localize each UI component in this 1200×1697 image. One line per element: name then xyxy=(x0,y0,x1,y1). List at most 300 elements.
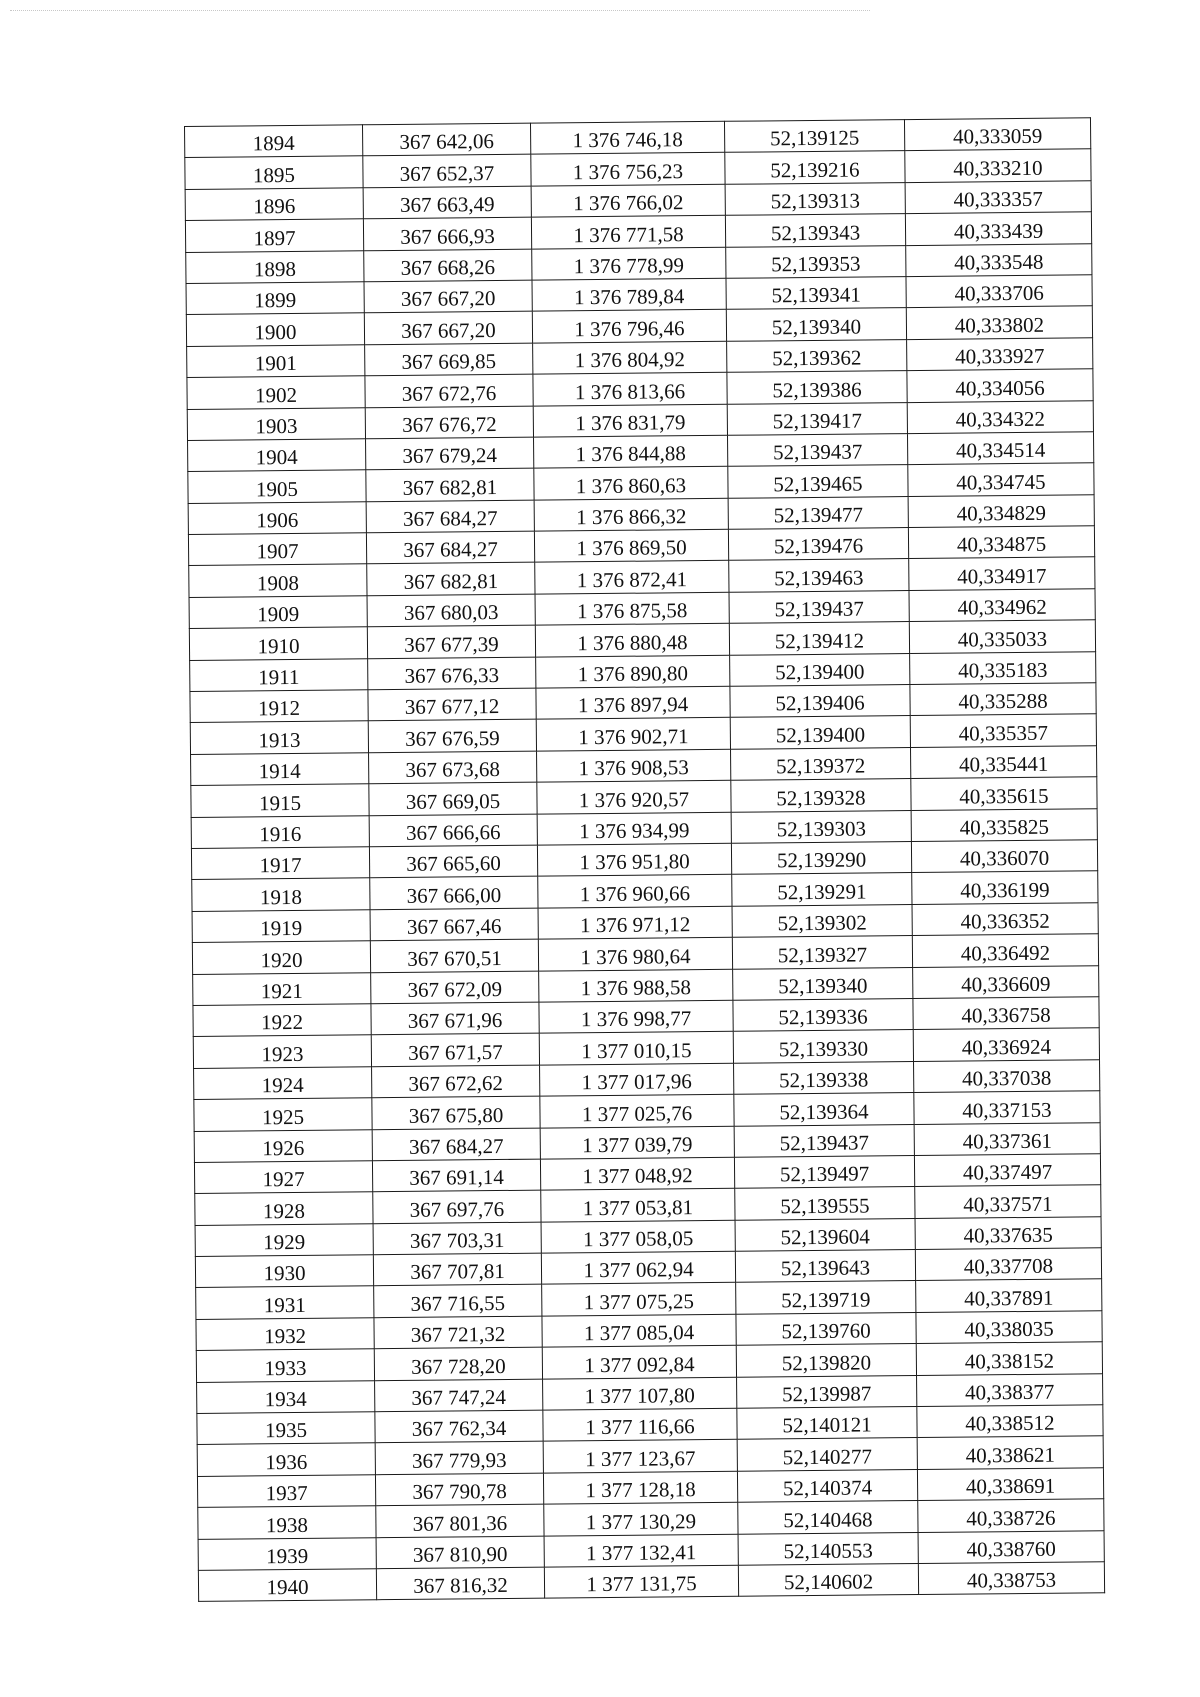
latitude-cell xyxy=(727,371,907,404)
y-coordinate: 1 377 017,96 xyxy=(581,1069,692,1095)
point-number-cell xyxy=(191,784,369,817)
latitude: 52,139476 xyxy=(773,533,864,559)
x-coordinate: 367 762,34 xyxy=(411,1416,507,1442)
y-coordinate: 1 376 796,46 xyxy=(574,315,685,341)
y-coordinate: 1 376 860,63 xyxy=(575,472,687,498)
longitude-cell xyxy=(916,1342,1102,1375)
x-coordinate-cell xyxy=(374,1285,542,1318)
longitude-cell xyxy=(913,1028,1099,1061)
longitude: 40,334322 xyxy=(955,406,1046,432)
y-coordinate: 1 377 085,04 xyxy=(583,1320,695,1346)
y-coordinate: 1 376 756,23 xyxy=(572,158,684,185)
longitude: 40,337153 xyxy=(962,1097,1052,1123)
y-coordinate-cell xyxy=(536,718,730,751)
y-coordinate: 1 377 132,41 xyxy=(585,1540,697,1566)
latitude-cell xyxy=(735,1187,915,1220)
point-number-cell xyxy=(185,156,363,189)
longitude: 40,334514 xyxy=(955,438,1046,463)
y-coordinate: 1 376 971,12 xyxy=(579,912,691,938)
longitude-cell xyxy=(906,275,1092,308)
point-number-cell xyxy=(190,658,368,691)
point-number: 1923 xyxy=(261,1041,304,1067)
x-coordinate: 367 684,27 xyxy=(408,1133,504,1159)
y-coordinate-cell xyxy=(532,310,726,343)
y-coordinate: 1 377 075,25 xyxy=(583,1289,695,1315)
x-coordinate: 367 669,05 xyxy=(405,788,501,814)
point-number: 1935 xyxy=(264,1418,308,1443)
latitude: 52,139328 xyxy=(776,785,866,810)
longitude: 40,334962 xyxy=(957,594,1047,620)
point-number-cell xyxy=(191,815,369,848)
longitude-cell xyxy=(913,965,1099,998)
x-coordinate: 367 677,12 xyxy=(404,694,500,720)
longitude-cell xyxy=(912,903,1098,936)
x-coordinate: 367 666,66 xyxy=(405,819,501,845)
point-number-cell xyxy=(195,1192,373,1225)
point-number-cell xyxy=(185,125,363,158)
y-coordinate-cell xyxy=(541,1220,735,1253)
y-coordinate: 1 376 778,99 xyxy=(573,253,685,279)
x-coordinate-cell xyxy=(366,437,534,470)
longitude: 40,333059 xyxy=(952,124,1043,150)
x-coordinate: 367 667,20 xyxy=(401,317,496,343)
latitude: 52,139719 xyxy=(781,1287,871,1313)
latitude: 52,139330 xyxy=(778,1036,869,1062)
latitude-cell xyxy=(736,1344,916,1377)
x-coordinate: 367 666,93 xyxy=(400,223,495,249)
longitude: 40,336492 xyxy=(960,940,1051,966)
latitude-cell xyxy=(725,214,905,247)
point-number-cell xyxy=(198,1537,376,1570)
y-coordinate-cell xyxy=(531,184,725,217)
latitude: 52,139555 xyxy=(780,1193,870,1218)
x-coordinate: 367 677,39 xyxy=(404,631,499,657)
latitude: 52,139386 xyxy=(772,377,862,402)
longitude-cell xyxy=(907,432,1093,465)
longitude-cell xyxy=(904,118,1090,151)
point-number-cell xyxy=(189,596,367,629)
longitude: 40,336352 xyxy=(960,908,1050,934)
longitude: 40,338753 xyxy=(966,1568,1057,1593)
x-coordinate-cell xyxy=(375,1473,543,1506)
x-coordinate-cell xyxy=(370,877,538,910)
latitude-cell xyxy=(724,120,904,153)
x-coordinate-cell xyxy=(364,312,532,345)
x-coordinate: 367 671,96 xyxy=(407,1008,503,1034)
latitude: 52,139437 xyxy=(779,1130,870,1156)
latitude: 52,140374 xyxy=(782,1475,873,1501)
longitude: 40,334056 xyxy=(955,375,1045,401)
longitude: 40,336609 xyxy=(961,971,1051,997)
coordinates-table-body xyxy=(185,118,1105,1602)
longitude-cell xyxy=(911,808,1097,841)
point-number: 1910 xyxy=(257,633,300,658)
x-coordinate: 367 671,57 xyxy=(408,1039,503,1065)
longitude: 40,336924 xyxy=(961,1034,1052,1060)
y-coordinate-cell xyxy=(542,1314,736,1347)
latitude: 52,139604 xyxy=(780,1224,870,1250)
latitude: 52,139412 xyxy=(774,628,865,653)
latitude: 52,139302 xyxy=(777,910,867,936)
point-number: 1933 xyxy=(264,1355,307,1380)
longitude: 40,337571 xyxy=(963,1191,1053,1217)
x-coordinate: 367 652,37 xyxy=(399,160,495,186)
latitude-cell xyxy=(738,1532,918,1565)
latitude-cell xyxy=(738,1501,918,1534)
point-number-cell xyxy=(188,439,366,472)
point-number: 1938 xyxy=(265,1512,309,1537)
x-coordinate-cell xyxy=(373,1190,541,1223)
latitude: 52,139340 xyxy=(778,973,868,999)
latitude: 52,139353 xyxy=(771,251,861,277)
point-number-cell xyxy=(186,250,364,283)
latitude-cell xyxy=(727,433,907,466)
y-coordinate: 1 376 890,80 xyxy=(577,661,689,687)
x-coordinate: 367 716,55 xyxy=(410,1290,506,1316)
longitude-cell xyxy=(905,149,1091,182)
latitude: 52,140553 xyxy=(783,1538,873,1564)
y-coordinate: 1 377 107,80 xyxy=(584,1383,695,1409)
latitude: 52,139477 xyxy=(773,502,864,528)
y-coordinate: 1 376 866,32 xyxy=(576,504,687,530)
x-coordinate-cell xyxy=(376,1536,544,1569)
x-coordinate-cell xyxy=(372,1096,540,1129)
point-number: 1904 xyxy=(255,445,298,470)
latitude-cell xyxy=(738,1563,918,1596)
y-coordinate: 1 376 951,80 xyxy=(579,849,690,875)
x-coordinate-cell xyxy=(375,1379,543,1412)
longitude: 40,338621 xyxy=(965,1442,1056,1468)
point-number: 1912 xyxy=(257,696,301,721)
y-coordinate: 1 376 804,92 xyxy=(574,347,686,373)
longitude-cell xyxy=(918,1499,1104,1532)
x-coordinate-cell xyxy=(365,374,533,407)
y-coordinate-cell xyxy=(538,906,732,939)
y-coordinate: 1 376 872,41 xyxy=(576,567,688,593)
latitude-cell xyxy=(725,151,905,184)
y-coordinate: 1 376 998,77 xyxy=(580,1006,692,1032)
y-coordinate-cell xyxy=(542,1283,736,1316)
point-number-cell xyxy=(198,1569,376,1602)
point-number-cell xyxy=(188,470,366,503)
latitude-cell xyxy=(727,402,907,435)
x-coordinate: 367 666,00 xyxy=(406,882,502,908)
point-number: 1926 xyxy=(262,1135,305,1161)
latitude: 52,139406 xyxy=(775,690,865,716)
point-number: 1914 xyxy=(258,759,301,784)
longitude: 40,333210 xyxy=(953,155,1043,181)
point-number-cell xyxy=(189,627,367,660)
longitude: 40,335825 xyxy=(959,814,1050,840)
point-number: 1927 xyxy=(262,1167,305,1192)
y-coordinate: 1 376 789,84 xyxy=(573,284,685,310)
latitude-cell xyxy=(735,1218,915,1251)
y-coordinate-cell xyxy=(535,592,729,625)
point-number-cell xyxy=(185,188,363,221)
x-coordinate-cell xyxy=(370,939,538,972)
point-number: 1924 xyxy=(261,1073,304,1098)
x-coordinate-cell xyxy=(368,657,536,690)
x-coordinate-cell xyxy=(376,1504,544,1537)
latitude-cell xyxy=(737,1375,917,1408)
longitude-cell xyxy=(907,338,1093,371)
longitude: 40,334917 xyxy=(957,563,1047,589)
y-coordinate-cell xyxy=(531,215,725,248)
point-number-cell xyxy=(194,1129,372,1162)
latitude: 52,139643 xyxy=(780,1255,871,1281)
latitude: 52,139336 xyxy=(778,1004,868,1030)
x-coordinate: 367 691,14 xyxy=(409,1165,504,1191)
x-coordinate: 367 779,93 xyxy=(411,1447,507,1473)
latitude-cell xyxy=(732,873,912,906)
point-number: 1928 xyxy=(262,1198,306,1223)
y-coordinate-cell xyxy=(532,247,726,280)
longitude-cell xyxy=(910,746,1096,779)
point-number-cell xyxy=(190,690,368,723)
latitude-cell xyxy=(737,1407,917,1440)
y-coordinate: 1 377 130,29 xyxy=(585,1508,697,1534)
longitude: 40,335441 xyxy=(958,751,1049,777)
longitude: 40,338512 xyxy=(965,1411,1055,1436)
point-number: 1919 xyxy=(260,916,303,941)
latitude: 52,139125 xyxy=(769,125,860,151)
point-number-cell xyxy=(192,941,370,974)
point-number: 1918 xyxy=(259,884,303,910)
longitude-cell xyxy=(907,369,1093,402)
point-number: 1895 xyxy=(252,162,296,188)
latitude: 52,139327 xyxy=(777,942,868,967)
latitude-cell xyxy=(731,747,911,780)
x-coordinate-cell xyxy=(367,625,535,658)
point-number-cell xyxy=(194,1161,372,1194)
y-coordinate-cell xyxy=(542,1345,736,1378)
longitude-cell xyxy=(918,1530,1104,1563)
latitude-cell xyxy=(730,653,910,686)
latitude-cell xyxy=(734,1093,914,1126)
y-coordinate-cell xyxy=(540,1094,734,1127)
x-coordinate-cell xyxy=(364,280,532,313)
y-coordinate: 1 376 902,71 xyxy=(578,723,689,750)
x-coordinate-cell xyxy=(369,751,537,784)
x-coordinate: 367 790,78 xyxy=(412,1479,507,1505)
x-coordinate: 367 668,26 xyxy=(400,254,496,280)
latitude: 52,139303 xyxy=(776,816,867,842)
x-coordinate-cell xyxy=(369,782,537,815)
y-coordinate: 1 376 869,50 xyxy=(576,535,687,561)
y-coordinate: 1 376 980,64 xyxy=(580,943,691,969)
point-number-cell xyxy=(193,972,371,1005)
latitude: 52,140602 xyxy=(783,1569,874,1595)
x-coordinate: 367 676,33 xyxy=(404,663,500,688)
longitude-cell xyxy=(915,1185,1101,1218)
latitude: 52,139340 xyxy=(771,314,862,340)
y-coordinate: 1 376 875,58 xyxy=(576,598,688,624)
longitude: 40,337038 xyxy=(961,1065,1052,1091)
point-number: 1915 xyxy=(258,790,302,815)
point-number-cell xyxy=(192,910,370,943)
y-coordinate-cell xyxy=(530,121,724,154)
latitude: 52,140277 xyxy=(782,1444,873,1470)
point-number: 1929 xyxy=(263,1229,306,1255)
x-coordinate-cell xyxy=(368,720,536,753)
y-coordinate: 1 376 908,53 xyxy=(578,755,689,781)
longitude-cell xyxy=(908,463,1094,496)
longitude: 40,338760 xyxy=(966,1536,1056,1562)
latitude-cell xyxy=(728,528,908,561)
point-number: 1917 xyxy=(259,853,302,878)
y-coordinate: 1 376 920,57 xyxy=(578,786,690,812)
y-coordinate: 1 376 988,58 xyxy=(580,975,692,1001)
point-number-cell xyxy=(197,1412,375,1445)
y-coordinate: 1 377 048,92 xyxy=(582,1163,693,1189)
longitude-cell xyxy=(908,526,1094,559)
x-coordinate: 367 676,72 xyxy=(402,411,497,437)
point-number: 1900 xyxy=(254,319,297,345)
point-number-cell xyxy=(198,1506,376,1539)
x-coordinate-cell xyxy=(373,1222,541,1255)
x-coordinate: 367 672,76 xyxy=(401,380,497,406)
y-coordinate-cell xyxy=(544,1502,738,1535)
y-coordinate: 1 376 844,88 xyxy=(575,441,686,467)
longitude-cell xyxy=(917,1468,1103,1501)
latitude-cell xyxy=(729,622,909,655)
point-number: 1936 xyxy=(265,1449,308,1475)
x-coordinate-cell xyxy=(368,688,536,721)
latitude: 52,140121 xyxy=(782,1412,872,1438)
point-number-cell xyxy=(188,501,366,534)
point-number: 1911 xyxy=(258,664,300,690)
longitude: 40,334745 xyxy=(956,469,1046,495)
y-coordinate-cell xyxy=(538,875,732,908)
longitude-cell xyxy=(911,840,1097,873)
longitude: 40,334875 xyxy=(956,532,1047,558)
y-coordinate-cell xyxy=(538,937,732,970)
y-coordinate-cell xyxy=(540,1126,734,1159)
longitude: 40,337708 xyxy=(963,1254,1054,1280)
point-number-cell xyxy=(197,1475,375,1508)
x-coordinate-cell xyxy=(367,563,535,596)
longitude-cell xyxy=(914,1091,1100,1124)
latitude: 52,140468 xyxy=(783,1507,873,1532)
latitude-cell xyxy=(735,1250,915,1283)
x-coordinate: 367 721,32 xyxy=(410,1322,506,1348)
point-number-cell xyxy=(186,282,364,315)
point-number: 1905 xyxy=(255,476,299,502)
point-number-cell xyxy=(187,376,365,409)
scan-edge-line xyxy=(10,10,870,11)
x-coordinate: 367 673,68 xyxy=(405,757,501,783)
x-coordinate-cell xyxy=(362,123,530,156)
y-coordinate-cell xyxy=(533,372,727,405)
y-coordinate: 1 377 010,15 xyxy=(581,1037,692,1063)
latitude: 52,139497 xyxy=(779,1161,870,1187)
x-coordinate-cell xyxy=(369,845,537,878)
point-number-cell xyxy=(197,1443,375,1476)
latitude-cell xyxy=(731,779,911,812)
x-coordinate: 367 680,03 xyxy=(403,600,499,626)
point-number: 1902 xyxy=(254,382,298,407)
x-coordinate: 367 669,85 xyxy=(401,349,497,375)
latitude-cell xyxy=(729,559,909,592)
point-number-cell xyxy=(193,1004,371,1037)
y-coordinate-cell xyxy=(532,278,726,311)
coordinates-table xyxy=(184,117,1105,1602)
longitude-cell xyxy=(915,1248,1101,1281)
y-coordinate-cell xyxy=(543,1440,737,1473)
point-number: 1907 xyxy=(256,539,299,564)
longitude: 40,338035 xyxy=(964,1316,1054,1342)
x-coordinate-cell xyxy=(376,1567,544,1600)
latitude-cell xyxy=(728,496,908,529)
point-number: 1940 xyxy=(266,1575,309,1600)
y-coordinate-cell xyxy=(543,1408,737,1441)
x-coordinate: 367 670,51 xyxy=(407,945,502,971)
longitude-cell xyxy=(912,934,1098,967)
longitude: 40,335033 xyxy=(957,626,1048,652)
y-coordinate-cell xyxy=(544,1534,738,1567)
point-number: 1908 xyxy=(256,570,300,596)
x-coordinate: 367 672,09 xyxy=(407,976,503,1002)
y-coordinate-cell xyxy=(537,843,731,876)
x-coordinate-cell xyxy=(371,1002,539,1035)
x-coordinate-cell xyxy=(375,1410,543,1443)
x-coordinate-cell xyxy=(371,971,539,1004)
longitude: 40,338377 xyxy=(964,1379,1055,1405)
point-number: 1896 xyxy=(253,194,296,219)
y-coordinate: 1 376 746,18 xyxy=(572,127,683,153)
y-coordinate: 1 376 880,48 xyxy=(577,629,688,655)
point-number-cell xyxy=(187,345,365,378)
x-coordinate: 367 665,60 xyxy=(406,851,501,877)
longitude: 40,336070 xyxy=(959,846,1050,871)
latitude-cell xyxy=(732,936,912,969)
longitude-cell xyxy=(915,1216,1101,1249)
x-coordinate: 367 684,27 xyxy=(403,537,498,563)
latitude: 52,139417 xyxy=(772,408,863,434)
y-coordinate-cell xyxy=(537,780,731,813)
x-coordinate: 367 684,27 xyxy=(402,506,498,531)
latitude-cell xyxy=(730,685,910,718)
y-coordinate: 1 377 058,05 xyxy=(582,1226,694,1252)
point-number: 1934 xyxy=(264,1386,307,1412)
longitude-cell xyxy=(914,1154,1100,1187)
y-coordinate: 1 376 771,58 xyxy=(573,221,684,247)
x-coordinate: 367 810,90 xyxy=(412,1541,508,1567)
y-coordinate-cell xyxy=(534,498,728,531)
x-coordinate: 367 816,32 xyxy=(413,1573,508,1599)
x-coordinate: 367 676,59 xyxy=(405,725,500,751)
x-coordinate: 367 667,20 xyxy=(400,286,496,312)
latitude: 52,139437 xyxy=(772,439,863,465)
latitude-cell xyxy=(736,1281,916,1314)
y-coordinate: 1 377 131,75 xyxy=(586,1571,697,1597)
point-number-cell xyxy=(195,1223,373,1256)
longitude-cell xyxy=(914,1059,1100,1092)
latitude: 52,139463 xyxy=(774,565,864,591)
longitude-cell xyxy=(917,1436,1103,1469)
latitude: 52,139216 xyxy=(770,157,860,183)
longitude-cell xyxy=(911,777,1097,810)
longitude-cell xyxy=(916,1311,1102,1344)
y-coordinate-cell xyxy=(535,624,729,657)
longitude-cell xyxy=(914,1122,1100,1155)
latitude: 52,139820 xyxy=(781,1350,872,1375)
y-coordinate-cell xyxy=(539,1000,733,1033)
latitude-cell xyxy=(727,339,907,372)
latitude-cell xyxy=(734,1155,914,1188)
x-coordinate: 367 682,81 xyxy=(403,568,499,594)
x-coordinate: 367 667,46 xyxy=(406,914,502,940)
